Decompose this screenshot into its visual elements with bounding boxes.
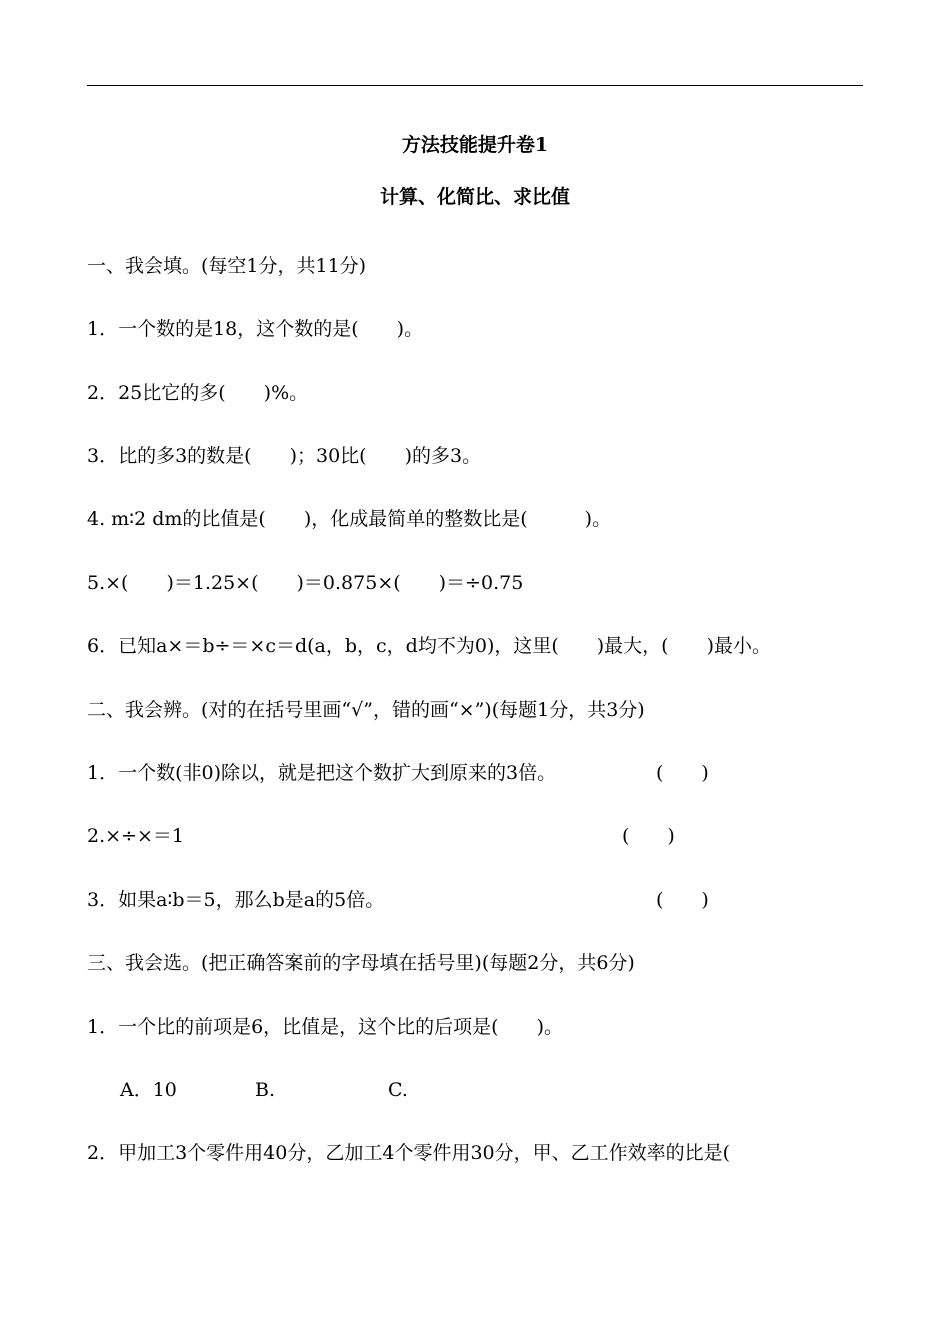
s1-question-4: 4. m∶2 dm的比值是( )，化成最简单的整数比是( )。: [87, 508, 612, 530]
s2-answer-bracket-1: ( ): [656, 762, 709, 784]
section-1-heading: 一、我会填。(每空1分，共11分): [87, 255, 367, 277]
s2-question-1: 1．一个数(非0)除以，就是把这个数扩大到原来的3倍。: [87, 762, 557, 784]
page-subtitle: 计算、化简比、求比值: [379, 186, 570, 208]
section-2-heading: 二、我会辨。(对的在括号里画“√”，错的画“×”)(每题1分，共3分): [87, 699, 645, 721]
s1-question-5: 5.×( )＝1.25×( )＝0.875×( )＝÷0.75: [87, 572, 524, 594]
s1-question-6: 6．已知a×＝b÷＝×c＝d(a，b，c，d均不为0)，这里( )最大，( )最小。: [87, 635, 772, 657]
s3-q1-option-c: C.: [388, 1079, 408, 1101]
s2-question-2: 2.×÷×＝1: [87, 825, 184, 847]
page-title: 方法技能提升卷1: [401, 134, 549, 156]
top-rule: [87, 85, 863, 86]
s1-question-2: 2．25比它的多( )%。: [87, 382, 309, 404]
s2-answer-bracket-2: ( ): [622, 825, 675, 847]
s2-question-3: 3．如果a∶b＝5，那么b是a的5倍。: [87, 889, 385, 911]
section-3-heading: 三、我会选。(把正确答案前的字母填在括号里)(每题2分，共6分): [87, 952, 635, 974]
s3-question-2: 2．甲加工3个零件用40分，乙加工4个零件用30分，甲、乙工作效率的比是(: [87, 1142, 731, 1164]
s3-q1-option-b: B.: [255, 1079, 276, 1101]
s3-question-1: 1．一个比的前项是6，比值是，这个比的后项是( )。: [87, 1016, 564, 1038]
s3-q1-option-a: A．10: [120, 1079, 177, 1101]
s1-question-1: 1．一个数的是18，这个数的是( )。: [87, 318, 424, 340]
s1-question-3: 3．比的多3的数是( )；30比( )的多3。: [87, 445, 482, 467]
s2-answer-bracket-3: ( ): [656, 889, 709, 911]
